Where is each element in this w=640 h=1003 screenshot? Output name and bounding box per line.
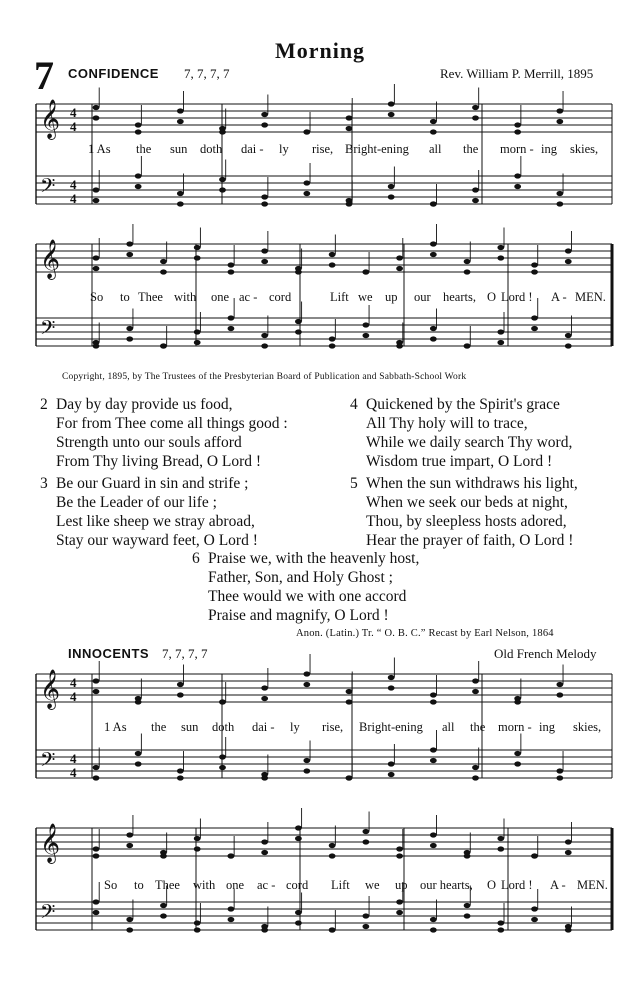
lyric-syllable: morn - xyxy=(500,142,534,156)
notehead xyxy=(295,319,302,324)
notehead xyxy=(430,119,437,124)
notehead xyxy=(472,198,479,203)
notehead xyxy=(219,765,226,770)
lyric-syllable: our xyxy=(414,290,431,304)
lyric-syllable: MEN. xyxy=(577,878,608,892)
lyric-syllable: ly xyxy=(279,142,289,156)
lyric-syllable: ly xyxy=(290,720,300,734)
lyric-syllable: morn - xyxy=(498,720,532,734)
lyric-syllable: cord xyxy=(286,878,309,892)
verse-3 xyxy=(40,474,258,550)
lyric-syllable: sun xyxy=(170,142,188,156)
notehead xyxy=(430,252,437,257)
treble-clef-icon: 𝄞 xyxy=(40,239,61,279)
notehead xyxy=(126,326,133,331)
lyric-syllable: Bright-ening xyxy=(345,142,409,156)
verse-line: Quickened by the Spirit's grace xyxy=(366,396,560,413)
notehead xyxy=(194,245,201,250)
lyric-syllable: ing xyxy=(539,720,555,734)
verse-line: Praise and magnify, O Lord ! xyxy=(208,607,389,624)
lyric-syllable: Thee xyxy=(155,878,180,892)
notehead xyxy=(531,326,538,331)
tune-name-confidence: CONFIDENCE xyxy=(68,66,159,81)
page-title: Morning xyxy=(274,38,366,63)
verse-line: Thee would we with one accord xyxy=(208,588,407,605)
verse-number: 4 xyxy=(350,396,358,413)
tune-meter-confidence: 7, 7, 7, 7 xyxy=(184,66,230,81)
notehead xyxy=(93,765,100,770)
lyric-syllable: So xyxy=(90,290,104,304)
notehead xyxy=(93,689,100,694)
copyright-notice: Copyright, 1895, by The Trustees of the Presbyterian Board of Publication and Sabbath-School Work xyxy=(62,372,467,382)
lyric-syllable: our hearts, xyxy=(420,878,473,892)
treble-staff xyxy=(36,828,612,856)
notehead xyxy=(497,836,504,841)
notehead xyxy=(135,184,142,189)
bass-staff xyxy=(36,750,612,778)
lyric-syllable: O xyxy=(487,290,497,304)
tune-meter-innocents: 7, 7, 7, 7 xyxy=(162,646,208,661)
bass-clef-icon: 𝄢 xyxy=(40,748,56,776)
notehead xyxy=(160,259,167,264)
lyric-syllable: the xyxy=(463,142,479,156)
verse-5 xyxy=(350,474,578,550)
notehead xyxy=(219,177,226,182)
verse-line: Be our Guard in sin and strife ; xyxy=(56,475,249,492)
treble-clef-icon: 𝄞 xyxy=(40,99,61,139)
notehead xyxy=(194,836,201,841)
notehead xyxy=(388,184,395,189)
notehead xyxy=(430,917,437,922)
notehead xyxy=(464,903,471,908)
lyric-syllable: doth xyxy=(200,142,223,156)
lyric-syllable: Lord ! xyxy=(501,290,533,304)
notehead xyxy=(556,682,563,687)
lyric-syllable: So xyxy=(104,878,118,892)
notehead xyxy=(93,105,100,110)
notehead xyxy=(346,126,353,131)
time-signature: 4 xyxy=(70,675,77,690)
notehead xyxy=(565,850,572,855)
notehead xyxy=(346,689,353,694)
bass-clef-icon: 𝄢 xyxy=(40,174,56,202)
time-signature: 4 xyxy=(70,191,77,206)
notehead xyxy=(160,903,167,908)
lyric-syllable: up xyxy=(385,290,398,304)
tune-name-innocents: INNOCENTS xyxy=(68,646,150,661)
system-confidence-2 xyxy=(36,224,612,349)
text-credit: Anon. (Latin.) Tr. “ O. B. C.” Recast by Earl Nelson, 1864 xyxy=(296,628,554,639)
verse-number: 3 xyxy=(40,475,48,492)
bass-staff xyxy=(36,318,612,346)
lyric-syllable: Bright-ening xyxy=(359,720,423,734)
verse-6 xyxy=(192,549,420,625)
lyric-syllable: doth xyxy=(212,720,235,734)
verse-line: Wisdom true impart, O Lord ! xyxy=(366,453,553,470)
time-signature: 4 xyxy=(70,119,77,134)
lyric-syllable: we xyxy=(358,290,373,304)
notehead xyxy=(126,843,133,848)
lyric-syllable: one xyxy=(211,290,230,304)
lyric-syllable: 1 As xyxy=(88,142,111,156)
lyric-syllable: A - xyxy=(551,290,567,304)
verse-line: Be the Leader of our life ; xyxy=(56,494,217,511)
notehead xyxy=(177,119,184,124)
notehead xyxy=(261,333,268,338)
verse-line: When the sun withdraws his light, xyxy=(366,475,578,492)
lyric-syllable: ing xyxy=(541,142,557,156)
notehead xyxy=(497,245,504,250)
notehead xyxy=(556,191,563,196)
lyric-syllable: Lord ! xyxy=(501,878,533,892)
notehead xyxy=(472,105,479,110)
notehead xyxy=(565,259,572,264)
treble-staff xyxy=(36,674,612,702)
notehead xyxy=(472,765,479,770)
notehead xyxy=(388,675,395,680)
notehead xyxy=(228,326,235,331)
notehead xyxy=(396,910,403,915)
lyric-syllable: O xyxy=(487,878,497,892)
lyric-syllable: one xyxy=(226,878,245,892)
lyric-syllable: Thee xyxy=(138,290,163,304)
notehead xyxy=(261,112,268,117)
verse-line: Father, Son, and Holy Ghost ; xyxy=(208,569,393,586)
time-signature: 4 xyxy=(70,765,77,780)
lyric-syllable: the xyxy=(136,142,152,156)
notehead xyxy=(565,333,572,338)
bass-staff xyxy=(36,176,612,204)
time-signature: 4 xyxy=(70,751,77,766)
verse-number: 5 xyxy=(350,475,358,492)
system-innocents-2 xyxy=(36,808,612,933)
lyric-syllable: to xyxy=(120,290,130,304)
verse-line: Stay our wayward feet, O Lord ! xyxy=(56,532,258,549)
verse-2 xyxy=(40,395,288,471)
notehead xyxy=(261,850,268,855)
lyric-syllable: with xyxy=(193,878,216,892)
notehead xyxy=(93,266,100,271)
lyric-syllable: MEN. xyxy=(575,290,606,304)
notehead xyxy=(514,184,521,189)
notehead xyxy=(303,758,310,763)
notehead xyxy=(362,924,369,929)
lyric-syllable: ac - xyxy=(239,290,258,304)
notehead xyxy=(303,191,310,196)
verse-line: For from Thee come all things good : xyxy=(56,415,288,432)
treble-staff xyxy=(36,244,612,272)
lyric-syllable: the xyxy=(470,720,486,734)
notehead xyxy=(228,917,235,922)
lyric-syllable: A - xyxy=(550,878,566,892)
verse-line: From Thy living Bread, O Lord ! xyxy=(56,453,262,470)
lyric-syllable: Lift xyxy=(330,290,349,304)
bass-staff xyxy=(36,902,612,930)
lyric-syllable: with xyxy=(174,290,197,304)
notehead xyxy=(135,751,142,756)
lyric-syllable: the xyxy=(151,720,167,734)
treble-clef-icon: 𝄞 xyxy=(40,669,61,709)
lyric-syllable: dai - xyxy=(241,142,264,156)
notehead xyxy=(556,119,563,124)
verse-4 xyxy=(350,395,573,471)
lyric-syllable: skies, xyxy=(570,142,599,156)
notehead xyxy=(303,682,310,687)
lyric-syllable: rise, xyxy=(322,720,344,734)
lyric-syllable: to xyxy=(134,878,144,892)
time-signature: 4 xyxy=(70,105,77,120)
lyric-syllable: ac - xyxy=(257,878,276,892)
notehead xyxy=(329,843,336,848)
notehead xyxy=(329,252,336,257)
lyric-syllable: sun xyxy=(181,720,199,734)
verse-line: Thou, by sleepless hosts adored, xyxy=(366,513,567,530)
verse-line: All Thy holy will to trace, xyxy=(366,415,528,432)
lyric-syllable: dai - xyxy=(252,720,275,734)
lyric-syllable: up xyxy=(395,878,408,892)
lyric-syllable: Lift xyxy=(331,878,350,892)
verse-number: 6 xyxy=(192,550,200,567)
lyric-syllable: all xyxy=(429,142,442,156)
lyric-syllable: all xyxy=(442,720,455,734)
verse-line: Strength unto our souls afford xyxy=(56,434,242,451)
notehead xyxy=(362,333,369,338)
notehead xyxy=(430,326,437,331)
verse-line: While we daily search Thy word, xyxy=(366,434,573,451)
notehead xyxy=(261,259,268,264)
notehead xyxy=(177,191,184,196)
lyric-syllable: we xyxy=(365,878,380,892)
verse-line: Day by day provide us food, xyxy=(56,396,233,413)
notehead xyxy=(362,829,369,834)
treble-staff xyxy=(36,104,612,132)
notehead xyxy=(514,751,521,756)
notehead xyxy=(295,836,302,841)
treble-clef-icon: 𝄞 xyxy=(40,823,61,863)
notehead xyxy=(472,689,479,694)
notehead xyxy=(93,198,100,203)
notehead xyxy=(388,112,395,117)
lyric-syllable: 1 As xyxy=(104,720,127,734)
composer-credit-innocents: Old French Melody xyxy=(494,646,597,661)
time-signature: 4 xyxy=(70,689,77,704)
notehead xyxy=(177,682,184,687)
notehead xyxy=(430,758,437,763)
notehead xyxy=(388,772,395,777)
time-signature: 4 xyxy=(70,177,77,192)
lyric-syllable: hearts, xyxy=(443,290,476,304)
notehead xyxy=(396,266,403,271)
verse-number: 2 xyxy=(40,396,48,413)
hymn-number: 7 xyxy=(34,53,54,98)
notehead xyxy=(531,917,538,922)
bass-clef-icon: 𝄢 xyxy=(40,900,56,928)
notehead xyxy=(464,259,471,264)
system-innocents-1 xyxy=(36,654,612,781)
notehead xyxy=(194,340,201,345)
lyric-syllable: cord xyxy=(269,290,292,304)
notehead xyxy=(261,696,268,701)
notehead xyxy=(126,252,133,257)
lyric-syllable: skies, xyxy=(573,720,602,734)
notehead xyxy=(93,910,100,915)
verse-line: Praise we, with the heavenly host, xyxy=(208,550,420,567)
lyric-syllable: rise, xyxy=(312,142,334,156)
notehead xyxy=(430,843,437,848)
verse-line: Lest like sheep we stray abroad, xyxy=(56,513,255,530)
bass-clef-icon: 𝄢 xyxy=(40,316,56,344)
notehead xyxy=(497,340,504,345)
verse-line: Hear the prayer of faith, O Lord ! xyxy=(366,532,574,549)
notehead xyxy=(126,917,133,922)
composer-credit-confidence: Rev. William P. Merrill, 1895 xyxy=(440,66,594,81)
verse-line: When we seek our beds at night, xyxy=(366,494,568,511)
notehead xyxy=(295,910,302,915)
